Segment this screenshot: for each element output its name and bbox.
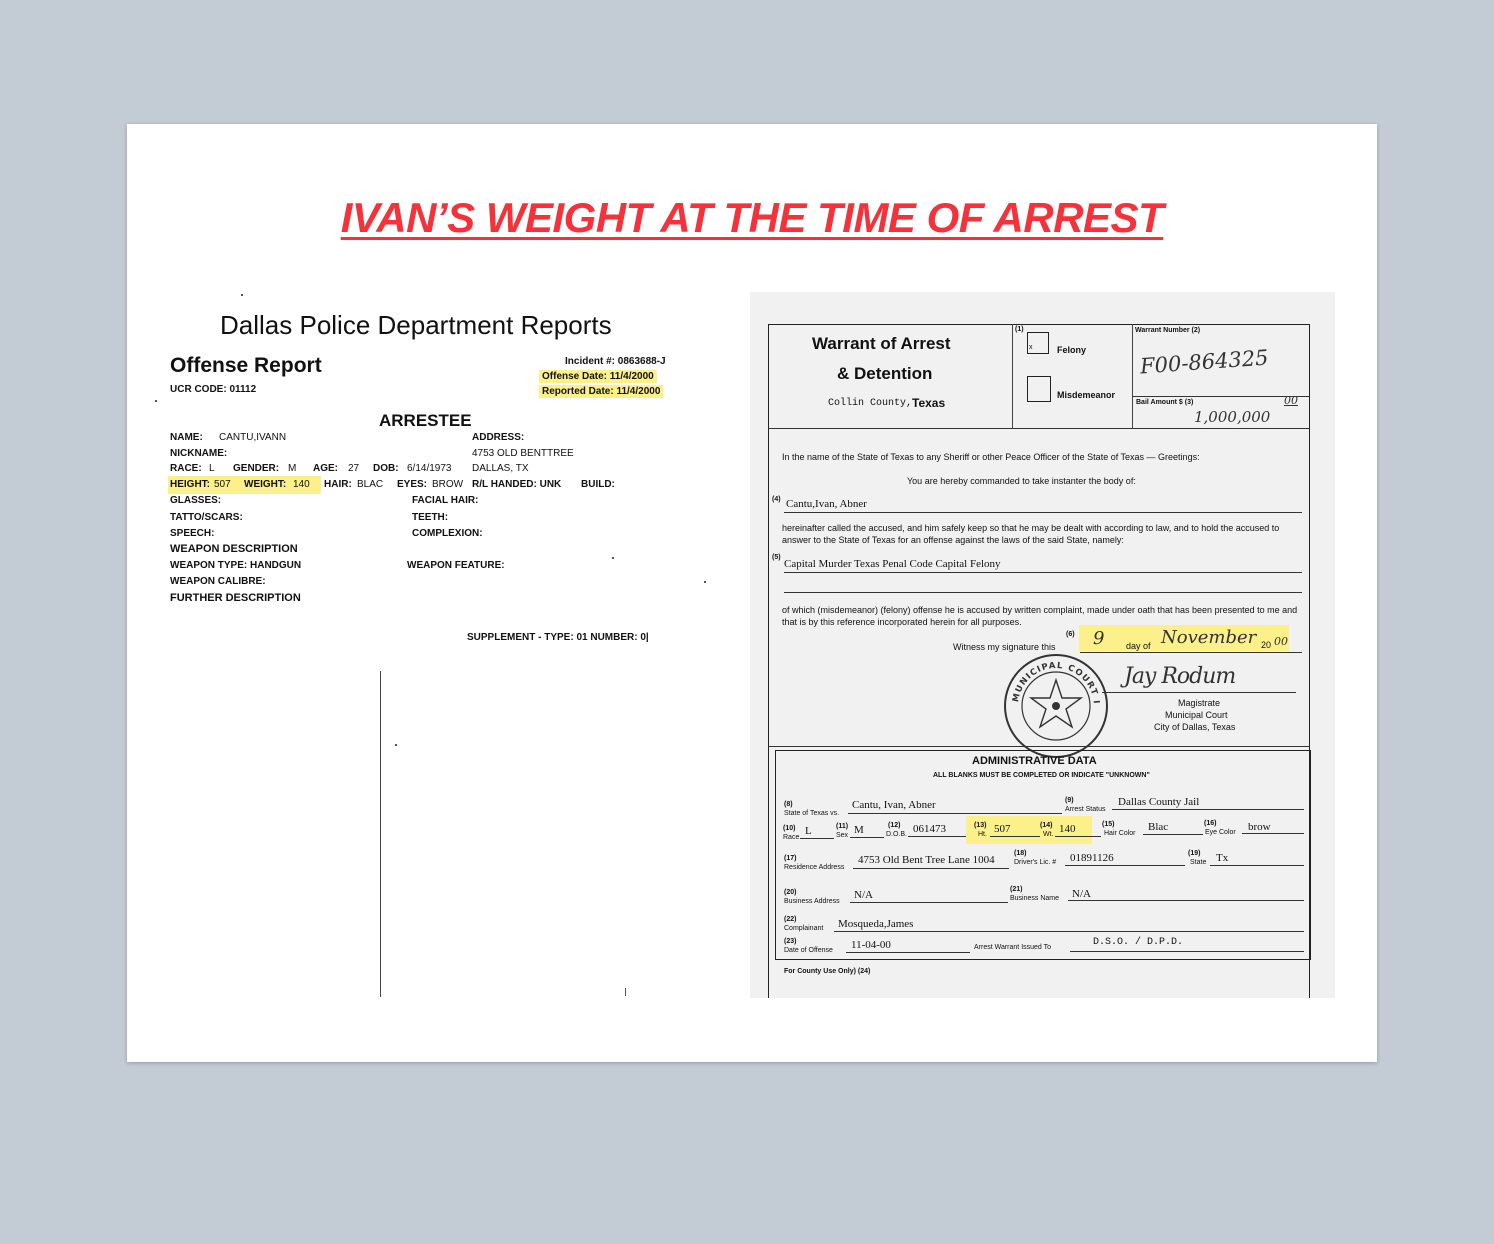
magistrate-signature: Jay Rodum — [1124, 664, 1236, 689]
field-20-line — [850, 902, 1008, 903]
offense-report-document — [127, 274, 737, 1004]
field-19-label: State — [1190, 859, 1207, 866]
field-14-number: (14) — [1040, 822, 1053, 829]
admin-divider — [768, 746, 1309, 747]
field-23-label: Date of Offense — [784, 947, 833, 954]
issued-to-value: D.S.O. / D.P.D. — [1093, 937, 1184, 948]
glasses: GLASSES: — [170, 495, 222, 506]
field-8-label: State of Texas vs. — [784, 810, 840, 817]
state-texas: Texas — [912, 396, 946, 410]
bail-amount: 1,000,000 — [1194, 408, 1271, 426]
dob-value: 6/14/1973 — [407, 463, 452, 474]
field-18-number: (18) — [1014, 850, 1027, 857]
scan-speck — [625, 988, 626, 996]
slide — [127, 124, 1377, 1062]
field-11-label: Sex — [836, 832, 849, 839]
scan-speck — [155, 400, 157, 402]
weight-value: 140 — [293, 479, 310, 490]
scan-margin-line — [380, 671, 381, 997]
offense-date: Offense Date: 11/4/2000 — [539, 370, 657, 383]
field-17-value: 4753 Old Bent Tree Lane 1004 — [858, 854, 995, 866]
box-number: (1) — [1015, 326, 1024, 333]
field-13-label: Ht. — [978, 831, 987, 838]
name-label: NAME: — [170, 432, 203, 443]
warrant-title-line2: & Detention — [837, 364, 933, 383]
weapon-calibre: WEAPON CALIBRE: — [170, 576, 266, 587]
scan-speck — [241, 294, 243, 296]
field-23-number: (23) — [784, 938, 797, 945]
field-16-number: (16) — [1204, 820, 1217, 827]
field-8-line — [848, 813, 1062, 814]
header-col-divider — [1012, 324, 1013, 428]
magistrate-label: Magistrate — [1178, 698, 1221, 708]
year-value: 00 — [1274, 635, 1288, 648]
nickname-label: NICKNAME: — [170, 448, 228, 459]
dob-label: DOB: — [373, 463, 399, 474]
weapon-feature: WEAPON FEATURE: — [407, 560, 505, 571]
year-prefix: 20 — [1261, 640, 1272, 650]
further-description: FURTHER DESCRIPTION — [170, 592, 301, 604]
field-13-number: (13) — [974, 822, 987, 829]
day-value: 9 — [1093, 628, 1105, 649]
field-16-line — [1242, 833, 1304, 834]
field-23-line — [846, 952, 970, 953]
address-line2: DALLAS, TX — [472, 463, 529, 474]
warrant-title-line1: Warrant of Arrest — [812, 334, 951, 353]
field-16-value: brow — [1248, 821, 1271, 833]
report-type: Offense Report — [170, 354, 322, 377]
eyes-label: EYES: — [397, 479, 428, 490]
field-21-number: (21) — [1010, 886, 1023, 893]
field-5-number: (5) — [772, 554, 781, 561]
field-17-line — [853, 868, 1009, 869]
field-15-number: (15) — [1102, 821, 1115, 828]
bail-cents: 00 — [1284, 394, 1298, 407]
hair-label: HAIR: — [324, 479, 352, 490]
field-16-label: Eye Color — [1205, 829, 1236, 836]
field-12-number: (12) — [888, 822, 901, 829]
hair-value: BLAC — [357, 479, 384, 490]
accused-name: Cantu,Ivan, Abner — [786, 498, 867, 510]
name-value: CANTU,IVANN — [219, 432, 287, 443]
field-20-value: N/A — [854, 889, 873, 901]
field-20-label: Business Address — [784, 898, 840, 905]
field-10-line — [800, 838, 834, 839]
offense-description: Capital Murder Texas Penal Code Capital Felony — [784, 558, 1001, 570]
gender-value: M — [288, 463, 297, 474]
field-9-value: Dallas County Jail — [1118, 796, 1200, 808]
field-20-number: (20) — [784, 889, 797, 896]
speech: SPEECH: — [170, 528, 215, 539]
height-label: HEIGHT: — [170, 479, 210, 490]
misdemeanor-checkbox — [1027, 376, 1051, 402]
offense-line1 — [784, 572, 1302, 573]
signature-line — [1102, 692, 1296, 693]
day-of-text: day of — [1126, 641, 1151, 651]
field-15-value: Blac — [1148, 821, 1169, 833]
field-15-line — [1143, 834, 1203, 835]
field-17-number: (17) — [784, 855, 797, 862]
field-11-number: (11) — [836, 823, 849, 830]
city-label: City of Dallas, Texas — [1154, 722, 1236, 732]
command: You are hereby commanded to take instanter the body of: — [907, 476, 1136, 486]
misdemeanor-felony-text: of which (misdemeanor) (felony) offense he is accused by written complaint, made under oath that has been presented to me and that is by this reference incorporated herein for all purposes. — [782, 605, 1298, 627]
field-12-label: D.O.B. — [886, 831, 908, 838]
field-18-line — [1065, 865, 1185, 866]
field-13-line — [990, 836, 1040, 837]
field-19-value: Tx — [1216, 852, 1229, 864]
accused-line — [784, 512, 1302, 513]
field-18-value: 01891126 — [1070, 852, 1114, 864]
tattoo-scars: TATTO/SCARS: — [170, 512, 243, 523]
gender-label: GENDER: — [233, 463, 280, 474]
eyes-value: BROW — [432, 479, 464, 490]
field-8-number: (8) — [784, 801, 793, 808]
teeth: TEETH: — [412, 512, 449, 523]
handed: R/L HANDED: UNK — [472, 479, 562, 490]
field-19-line — [1210, 865, 1304, 866]
supplement: SUPPLEMENT - TYPE: 01 NUMBER: 0| — [467, 632, 649, 643]
report-header: Dallas Police Department Reports — [220, 310, 612, 340]
field-14-label: Wt. — [1043, 831, 1054, 838]
greeting: In the name of the State of Texas to any Sheriff or other Peace Officer of the State of Texas — Greetings: — [782, 452, 1200, 462]
field-22-label: Complainant — [784, 925, 824, 932]
field-12-value: 061473 — [913, 823, 946, 835]
date-line — [1080, 652, 1302, 653]
age-label: AGE: — [313, 463, 338, 474]
felony-checkmark: x — [1029, 344, 1033, 351]
admin-subtitle: ALL BLANKS MUST BE COMPLETED OR INDICATE "UNKNOWN" — [933, 772, 1150, 779]
weight-label: WEIGHT: — [244, 479, 287, 490]
field-21-value: N/A — [1072, 888, 1091, 900]
field-10-value: L — [805, 825, 812, 837]
witness-text: Witness my signature this — [953, 642, 1056, 652]
header-divider — [768, 428, 1309, 429]
weapon-type: WEAPON TYPE: HANDGUN — [170, 560, 302, 571]
weapon-description: WEAPON DESCRIPTION — [170, 543, 298, 555]
address-line1: 4753 OLD BENTTREE — [472, 448, 574, 459]
offense-line2 — [784, 592, 1302, 593]
field-10-label: Race — [783, 834, 800, 841]
warrant-number-label: Warrant Number (2) — [1135, 327, 1201, 334]
field-9-label: Arrest Status — [1065, 806, 1106, 813]
admin-title: ADMINISTRATIVE DATA — [972, 755, 1097, 767]
county-use-only: For County Use Only) (24) — [784, 968, 871, 975]
race-value: L — [209, 463, 215, 474]
reported-date: Reported Date: 11/4/2000 — [539, 385, 663, 398]
bail-label: Bail Amount $ (3) — [1136, 399, 1194, 406]
field-23-value: 11-04-00 — [851, 939, 891, 951]
field-11-value: M — [854, 824, 864, 836]
hereinafter-text: hereinafter called the accused, and him safely keep so that he may be dealt with according to law, and to hold the accused to answer to the State of Texas for an offense against the laws of the said State, namely: — [782, 523, 1280, 545]
field-22-value: Mosqueda,James — [838, 918, 914, 930]
seal-text: MUNICIPAL COURT I — [1011, 660, 1102, 706]
field-13-value: 507 — [994, 823, 1011, 835]
issued-to-label: Arrest Warrant Issued To — [974, 944, 1052, 951]
build: BUILD: — [581, 479, 615, 490]
field-21-label: Business Name — [1010, 895, 1060, 902]
address-label: ADDRESS: — [472, 432, 525, 443]
facial-hair: FACIAL HAIR: — [412, 495, 479, 506]
county: Collin County, — [828, 398, 913, 409]
race-label: RACE: — [170, 463, 202, 474]
header-col-divider — [1132, 324, 1133, 428]
field-9-number: (9) — [1065, 797, 1074, 804]
field-10-number: (10) — [783, 825, 796, 832]
field-22-number: (22) — [784, 916, 797, 923]
field-12-line — [908, 836, 966, 837]
field-15-label: Hair Color — [1104, 830, 1136, 837]
field-21-line — [1068, 900, 1304, 901]
slide-title: IVAN’S WEIGHT AT THE TIME OF ARREST — [340, 194, 1164, 241]
field-6-number: (6) — [1066, 631, 1075, 638]
field-4-number: (4) — [772, 496, 781, 503]
field-11-line — [850, 837, 884, 838]
ucr-code: UCR CODE: 01112 — [170, 384, 257, 395]
age-value: 27 — [348, 463, 360, 474]
warrant-document — [750, 292, 1335, 998]
field-19-number: (19) — [1188, 850, 1201, 857]
arrestee-heading: ARRESTEE — [379, 411, 472, 430]
warrant-number: F00-864325 — [1139, 345, 1270, 379]
field-18-label: Driver's Lic. # — [1014, 859, 1057, 866]
complexion: COMPLEXION: — [412, 528, 483, 539]
field-17-label: Residence Address — [784, 864, 845, 871]
field-22-line — [834, 931, 1304, 932]
scan-speck — [704, 581, 706, 583]
height-value: 507 — [214, 479, 231, 490]
header-row-divider — [1132, 396, 1309, 397]
field-8-value: Cantu, Ivan, Abner — [852, 799, 936, 811]
court-label: Municipal Court — [1165, 710, 1228, 720]
court-seal — [1002, 652, 1110, 760]
issued-to-line — [1070, 951, 1304, 952]
field-14-line — [1055, 836, 1101, 837]
scan-speck — [395, 744, 397, 746]
felony-label: Felony — [1057, 345, 1087, 355]
svg-text:MUNICIPAL COURT IN THE CITY OF — [1002, 652, 1101, 705]
month-value: November — [1161, 627, 1257, 648]
incident-number: Incident #: 0863688-J — [565, 356, 666, 367]
field-9-line — [1112, 809, 1304, 810]
field-14-value: 140 — [1059, 823, 1076, 835]
scan-speck — [612, 557, 614, 559]
misdemeanor-label: Misdemeanor — [1057, 390, 1116, 400]
